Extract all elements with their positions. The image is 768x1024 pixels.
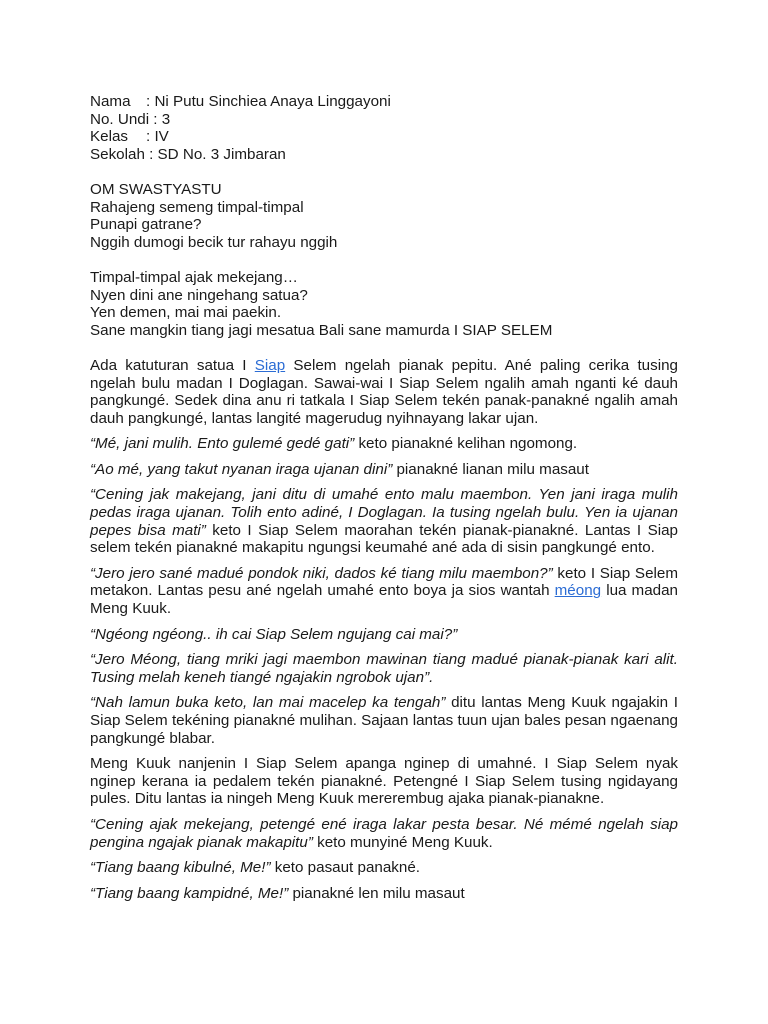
story-body <box>90 357 678 902</box>
paragraph-text: Ada katuturan satua I <box>90 356 255 374</box>
paragraph-text: ditu lantas Meng Kuuk ngajakin I Siap Selem tekéning pianakné mulihan. Sajaan lantas tuun ujan bales pesan ngaenang pangkungé blabar. <box>90 694 678 747</box>
paragraph-text: keto pasaut panakné. <box>270 859 420 877</box>
intro-block <box>90 269 678 339</box>
sekolah-line: Sekolah : SD No. 3 Jimbaran <box>90 145 286 163</box>
dialogue-quote: “Jero jero sané madué pondok niki, dados ké tiang milu maembon?” <box>90 564 553 582</box>
story-paragraph <box>90 461 678 479</box>
dialogue-quote: “Ao mé, yang takut nyanan iraga ujanan dini” <box>90 460 393 478</box>
kelas-value: : IV <box>146 128 169 146</box>
story-paragraph <box>90 816 678 851</box>
greeting-line: OM SWASTYASTU <box>90 180 222 198</box>
greeting-line: Rahajeng semeng timpal-timpal <box>90 198 304 216</box>
story-paragraph <box>90 435 678 453</box>
undi-line: No. Undi : 3 <box>90 110 171 128</box>
dialogue-quote: “Nah lamun buka keto, lan mai macelep ka tengah” <box>90 694 446 712</box>
paragraph-text: keto I Siap Selem maorahan tekén pianak-pianakné. Lantas I Siap selem tekén pianakné makapitu ngungsi keumahé ané ada di sisin pangkungé ento. <box>90 521 678 557</box>
student-info <box>90 93 678 163</box>
paragraph-text: keto pianakné kelihan ngomong. <box>354 435 578 453</box>
story-paragraph <box>90 565 678 618</box>
story-paragraph <box>90 626 678 644</box>
paragraph-text: pianakné len milu masaut <box>288 884 465 902</box>
greeting-line: Nggih dumogi becik tur rahayu nggih <box>90 233 338 251</box>
greeting-block <box>90 181 678 251</box>
paragraph-text: Meng Kuuk nanjenin I Siap Selem apanga nginep di umahné. I Siap Selem nyak nginep kerana ia pedalem tekén pianakné. Petengné I Siap Selem tusing ngidayang pules. Ditu lantas ia ningeh Meng Kuuk mererembug ajaka pianak-pianakne. <box>90 755 678 808</box>
paragraph-text: pianakné lianan milu masaut <box>392 460 589 478</box>
intro-line: Timpal-timpal ajak mekejang… <box>90 268 298 286</box>
dialogue-quote: “Mé, jani mulih. Ento gulemé gedé gati” <box>90 435 355 453</box>
intro-line: Yen demen, mai mai paekin. <box>90 304 282 322</box>
intro-line: Sane mangkin tiang jagi mesatua Bali sane mamurda I SIAP SELEM <box>90 321 553 339</box>
paragraph-text: keto I Siap Selem metakon. Lantas pesu ané ngelah umahé ento boya ja sios wantah <box>90 564 678 600</box>
story-paragraph <box>90 755 678 808</box>
dialogue-quote: “Ngéong ngéong.. ih cai Siap Selem ngujang cai mai?” <box>90 625 458 643</box>
dialogue-quote: “Jero Méong, tiang mriki jagi maembon mawinan tiang madué pianak-pianak kari alit. Tusing melah keneh tiangé ngajakin ngrobok ujan”. <box>90 651 678 686</box>
dialogue-quote: “Cening ajak mekejang, petengé ené iraga lakar pesta besar. Né mémé ngelah siap pengina ngajak pianak makapitu” <box>90 815 678 851</box>
dialogue-quote: “Tiang baang kampidné, Me!” <box>90 884 289 902</box>
dialogue-quote: “Tiang baang kibulné, Me!” <box>90 859 271 877</box>
dialogue-quote: “Cening jak makejang, jani ditu di umahé ento malu maembon. Yen jani iraga mulih pedas iraga ujanan. Tolih ento adiné, I Doglagan. Ia tusing ngelah bulu. Yen ia ujanan pepes bisa mati” <box>90 486 678 539</box>
story-paragraph <box>90 694 678 747</box>
nama-line <box>90 93 678 111</box>
story-paragraph <box>90 859 678 877</box>
nama-value: : Ni Putu Sinchiea Anaya Linggayoni <box>146 93 391 110</box>
paragraph-text: lua madan Meng Kuuk. <box>90 582 678 618</box>
nama-label: Nama <box>90 93 131 110</box>
document-page <box>90 93 678 910</box>
greeting-line: Punapi gatrane? <box>90 216 202 234</box>
story-paragraph <box>90 357 678 427</box>
story-paragraph <box>90 651 678 686</box>
story-paragraph <box>90 885 678 903</box>
meong-link[interactable]: méong <box>554 582 602 600</box>
kelas-line <box>90 128 678 146</box>
siap-link[interactable]: Siap <box>254 356 286 374</box>
kelas-label: Kelas <box>90 128 128 146</box>
paragraph-text: Selem ngelah pianak pepitu. Ané paling cerika tusing ngelah bulu madan I Doglagan. Sawai-wai I Siap Selem ngalih amah nganti ké dauh pangkungé. Sedek dina anu ri tatkala I Siap Selem tekén panak-panakné ngalih amah dauh pangkungé, lantas langité magerudug nyihnayang lakar ujan. <box>90 356 678 427</box>
paragraph-text: keto munyiné Meng Kuuk. <box>312 833 493 851</box>
intro-line: Nyen dini ane ningehang satua? <box>90 286 308 304</box>
story-paragraph <box>90 486 678 556</box>
